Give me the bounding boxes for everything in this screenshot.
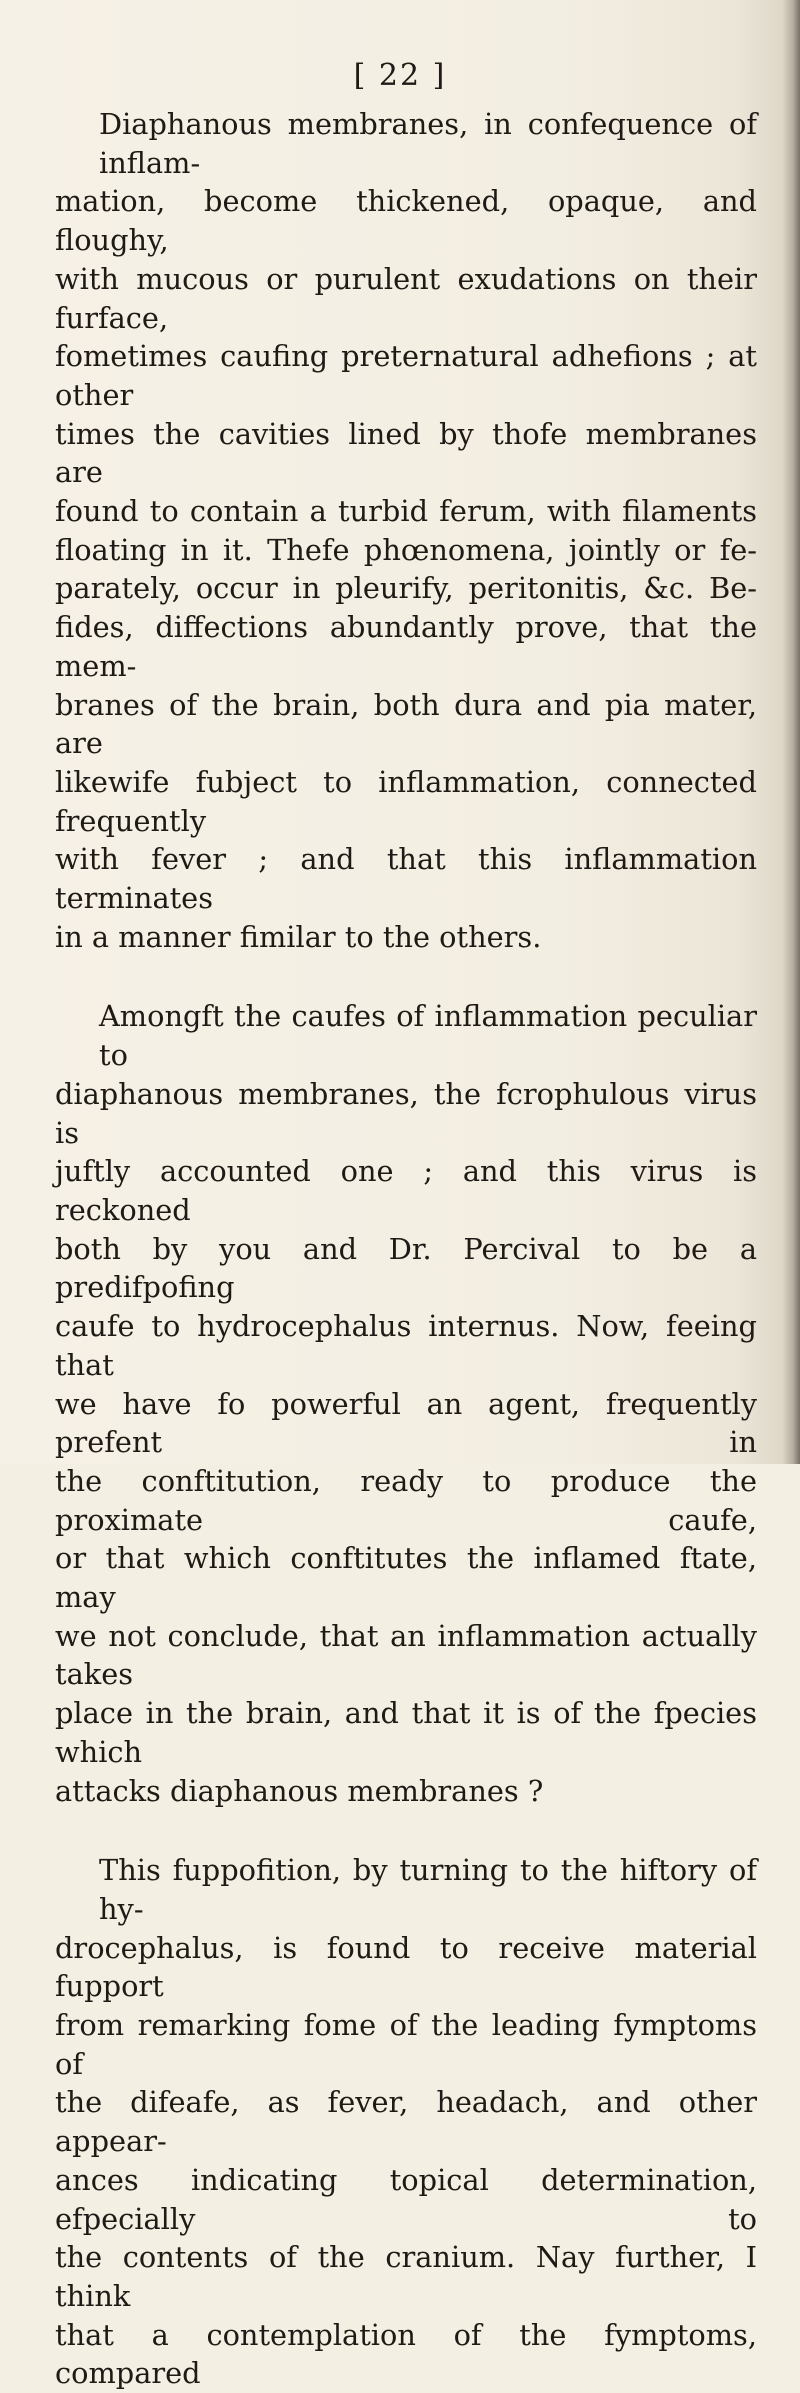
text-line: both by you and Dr. Percival to be a predifpofing <box>55 1231 757 1305</box>
page-edge-shadow <box>782 0 800 1464</box>
text-line: with mucous or purulent exudations on their furface, <box>55 261 757 335</box>
text-line: ances indicating topical determination, efpecially to <box>55 2162 757 2236</box>
text-line: in a manner fimilar to the others. <box>55 919 542 954</box>
text-line: floating in it. Thefe phœnomena, jointly or fe- <box>55 532 757 567</box>
text-line: we have fo powerful an agent, frequently prefent in <box>55 1386 757 1460</box>
text-line: parately, occur in pleurify, peritonitis, &c. Be- <box>55 571 757 606</box>
text-line: place in the brain, and that it is of the fpecies which <box>55 1696 757 1769</box>
text-line: times the cavities lined by thofe membranes are <box>55 416 757 490</box>
text-line: that a contemplation of the fymptoms, compared <box>55 2317 757 2391</box>
text-line: fides, diffections abundantly prove, that the mem- <box>55 610 757 683</box>
page-number: [ 22 ] <box>353 58 447 93</box>
paragraph-1 <box>55 105 757 956</box>
text-line: caufe to hydrocephalus internus. Now, feeing that <box>55 1309 757 1382</box>
text-line: likewife fubject to inflammation, connected frequently <box>55 764 757 838</box>
text-line: the conftitution, ready to produce the proximate caufe, <box>55 1463 757 1537</box>
text-line: diaphanous membranes, the fcrophulous virus is <box>55 1076 757 1150</box>
text-line: we not conclude, that an inflammation actually takes <box>55 1618 757 1692</box>
text-line: fometimes caufing preternatural adhefions ; at other <box>55 339 757 412</box>
text-line: drocephalus, is found to receive material fupport <box>55 1930 757 2004</box>
text-line: the difeafe, as fever, headach, and other appear- <box>55 2085 757 2159</box>
text-line: the contents of the cranium. Nay further, I think <box>55 2240 757 2313</box>
text-line: or that which conftitutes the inflamed ftate, may <box>55 1541 757 1615</box>
text-line: from remarking fome of the leading fymptoms of <box>55 2008 757 2081</box>
text-line: This fuppofition, by turning to the hiftory of hy- <box>99 1853 757 1926</box>
paragraph-2 <box>55 997 757 1810</box>
paragraph-3 <box>55 1851 757 2393</box>
text-line: juftly accounted one ; and this virus is reckoned <box>55 1154 757 1227</box>
paragraph-gap <box>55 1810 757 1851</box>
text-line: branes of the brain, both dura and pia mater, are <box>55 687 757 761</box>
text-line: mation, become thickened, opaque, and floughy, <box>55 184 757 258</box>
text-line: found to contain a turbid ferum, with filaments <box>55 494 757 529</box>
body-text <box>55 105 757 2393</box>
text-line: Diaphanous membranes, in confequence of inflam- <box>99 107 757 180</box>
text-line: Amongft the caufes of inflammation peculiar to <box>99 999 757 1073</box>
text-line: attacks diaphanous membranes ? <box>55 1773 544 1808</box>
text-line: with fever ; and that this inflammation terminates <box>55 842 757 916</box>
paragraph-gap <box>55 956 757 997</box>
